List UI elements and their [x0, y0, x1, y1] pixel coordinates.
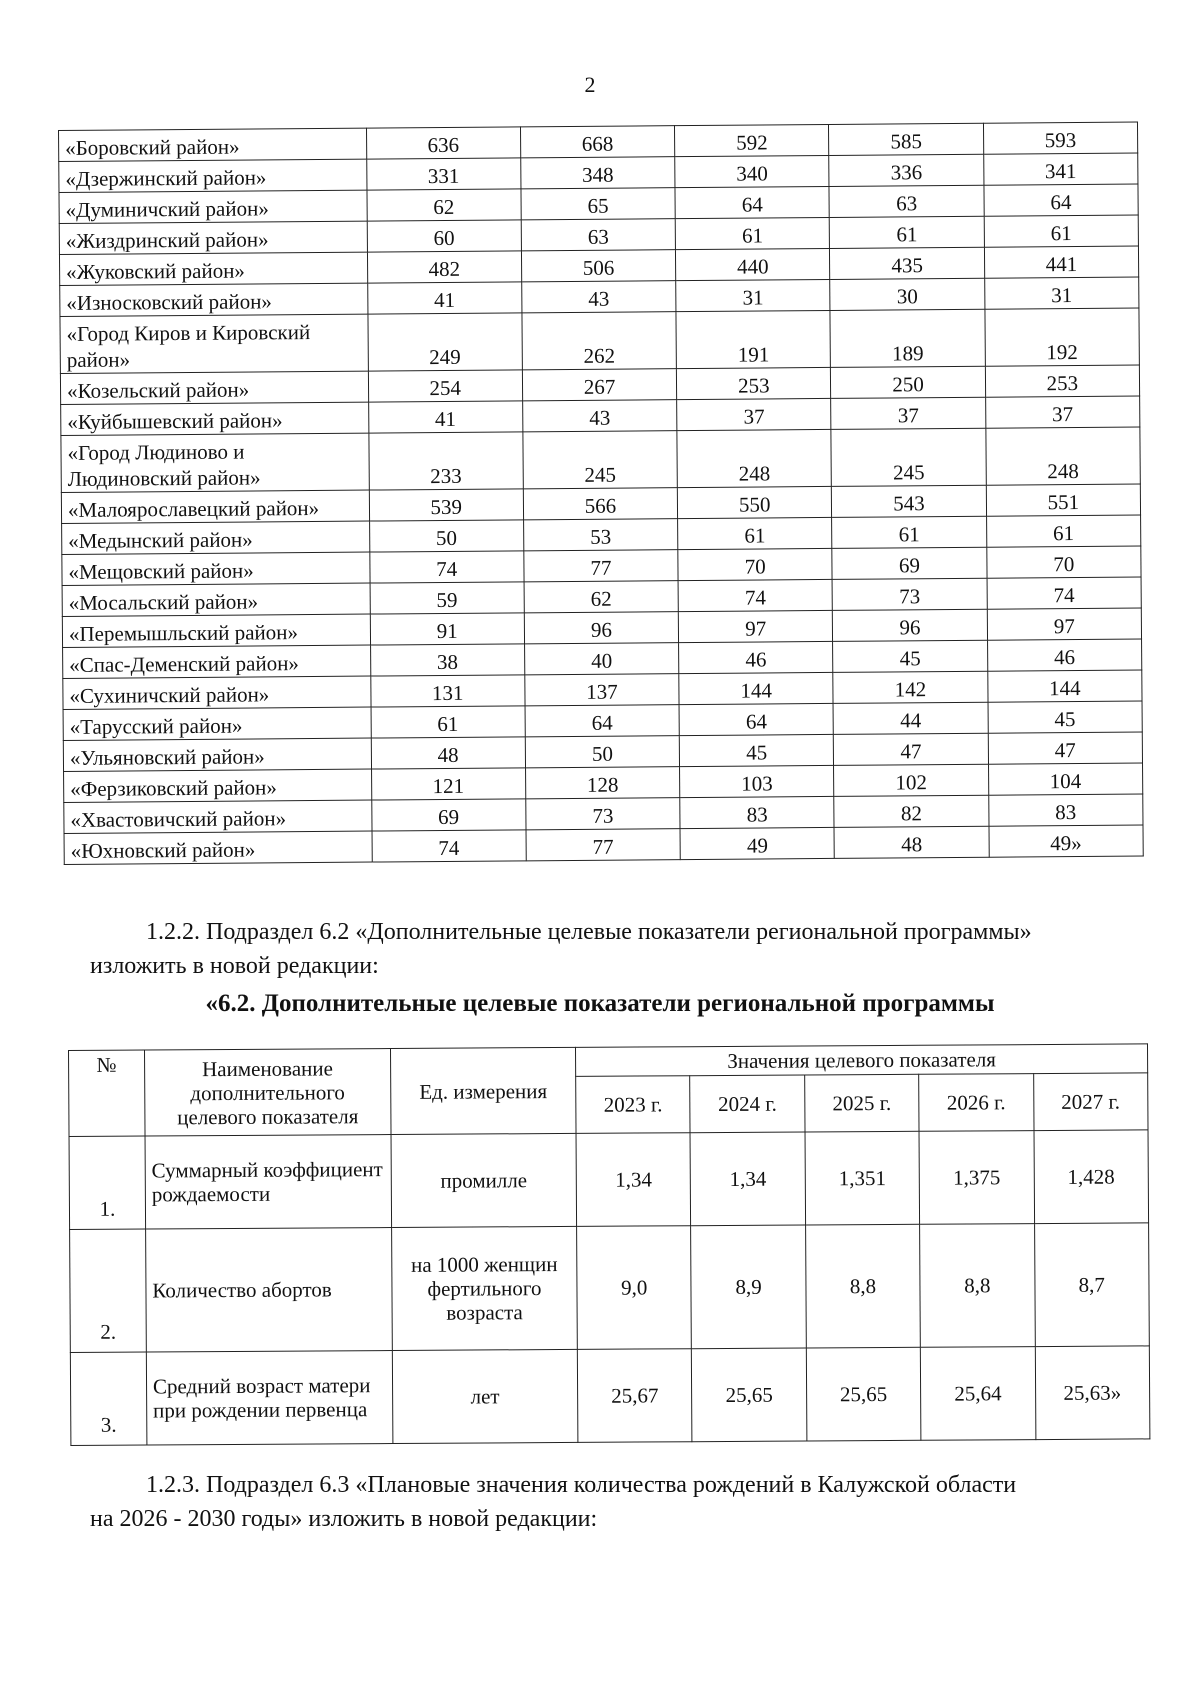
district-value: 253 [677, 367, 832, 399]
header-year: 2027 г. [1033, 1073, 1148, 1131]
table-row [70, 1346, 1150, 1446]
indicator-value: 1,351 [805, 1131, 920, 1225]
district-name: «Боровский район» [59, 128, 367, 161]
district-value: 248 [677, 429, 832, 487]
district-value: 30 [830, 278, 985, 310]
district-value: 64 [679, 703, 834, 735]
district-name: «Юхновский район» [64, 831, 372, 864]
district-value: 543 [832, 485, 987, 517]
page-number: 2 [584, 72, 596, 97]
district-value: 128 [525, 767, 680, 799]
table-row [60, 308, 1139, 373]
indicator-unit: на 1000 женщин фертильного возраста [391, 1226, 577, 1350]
district-value: 593 [983, 122, 1138, 154]
district-value: 62 [367, 189, 522, 221]
district-value: 74 [987, 577, 1142, 609]
district-value: 267 [522, 369, 677, 401]
district-value: 49 [680, 827, 835, 859]
district-value: 45 [679, 734, 834, 766]
district-value: 48 [834, 826, 989, 858]
district-value: 137 [525, 674, 680, 706]
indicator-name: Количество абортов [146, 1228, 393, 1353]
district-value: 82 [834, 795, 989, 827]
district-name: «Жиздринский район» [59, 221, 367, 254]
indicator-value: 1,375 [919, 1131, 1034, 1225]
district-value: 61 [675, 217, 830, 249]
district-value: 59 [370, 582, 525, 614]
indicator-value: 8,7 [1034, 1223, 1149, 1347]
district-value: 63 [521, 219, 676, 251]
district-value: 248 [986, 427, 1141, 485]
indicator-name: Суммарный коэффициент рождаемости [145, 1135, 392, 1230]
district-value: 592 [675, 124, 830, 156]
indicator-value: 25,64 [921, 1347, 1036, 1441]
district-name: «Медынский район» [62, 521, 370, 554]
indicator-name: Средний возраст матери при рождении первенца [146, 1351, 393, 1446]
district-value: 69 [832, 547, 987, 579]
district-name: «Козельский район» [60, 371, 368, 404]
district-value: 45 [833, 640, 988, 672]
district-value: 47 [834, 733, 989, 765]
district-name: «Думиничский район» [59, 190, 367, 223]
district-value: 61 [984, 215, 1139, 247]
district-value: 46 [679, 641, 834, 673]
district-value: 45 [988, 701, 1143, 733]
district-value: 48 [371, 737, 526, 769]
indicator-num: 3. [70, 1352, 146, 1445]
district-value: 144 [987, 670, 1142, 702]
indicator-num: 1. [69, 1136, 145, 1229]
district-value: 43 [522, 281, 677, 313]
indicator-num: 2. [70, 1229, 147, 1352]
district-value: 566 [523, 488, 678, 520]
district-value: 65 [521, 188, 676, 220]
district-value: 61 [371, 706, 526, 738]
indicator-value: 25,63» [1035, 1346, 1150, 1440]
table-row [69, 1130, 1149, 1230]
district-value: 60 [367, 220, 522, 252]
district-value: 31 [676, 279, 831, 311]
district-value: 41 [368, 401, 523, 433]
district-value: 62 [524, 581, 679, 613]
district-value: 31 [984, 277, 1139, 309]
district-value: 336 [829, 154, 984, 186]
header-unit: Ед. измерения [390, 1047, 576, 1134]
district-value: 104 [988, 763, 1143, 795]
district-value: 441 [984, 246, 1139, 278]
indicator-unit: промилле [391, 1133, 577, 1227]
district-value: 96 [833, 609, 988, 641]
district-value: 340 [675, 155, 830, 187]
district-name: «Хвастовичский район» [64, 800, 372, 833]
district-value: 539 [369, 489, 524, 521]
district-value: 121 [371, 768, 526, 800]
district-value: 341 [983, 153, 1138, 185]
district-value: 46 [987, 639, 1142, 671]
district-value: 192 [985, 308, 1140, 366]
district-name: «Город Киров и Кировский район» [60, 314, 368, 373]
paragraph-1-2-2-line2: изложить в новой редакции: [90, 953, 379, 979]
district-value: 144 [679, 672, 834, 704]
paragraph-1-2-3-line2: на 2026 - 2030 годы» изложить в новой редакции: [90, 1506, 598, 1532]
district-value: 191 [676, 310, 831, 368]
district-value: 245 [831, 428, 986, 486]
district-value: 83 [988, 794, 1143, 826]
district-name: «Жуковский район» [59, 252, 367, 285]
district-value: 482 [367, 251, 522, 283]
indicator-value: 1,34 [576, 1133, 691, 1227]
indicators-table [68, 1043, 1150, 1446]
indicator-value: 8,8 [805, 1224, 920, 1348]
header-year: 2026 г. [919, 1074, 1034, 1132]
district-name: «Ульяновский район» [63, 738, 371, 771]
district-name: «Дзержинский район» [59, 159, 367, 192]
district-value: 64 [675, 186, 830, 218]
district-value: 96 [524, 612, 679, 644]
district-value: 550 [677, 486, 832, 518]
district-name: «Куйбышевский район» [61, 402, 369, 435]
district-value: 103 [680, 765, 835, 797]
indicator-value: 1,34 [690, 1132, 805, 1226]
district-value: 636 [366, 127, 521, 159]
district-name: «Сухиничский район» [63, 676, 371, 709]
district-value: 131 [370, 675, 525, 707]
district-value: 61 [986, 515, 1141, 547]
district-value: 254 [368, 370, 523, 402]
district-value: 61 [678, 517, 833, 549]
district-value: 37 [677, 398, 832, 430]
district-value: 77 [524, 550, 679, 582]
district-value: 64 [525, 705, 680, 737]
header-num: № [69, 1050, 145, 1136]
district-value: 69 [371, 799, 526, 831]
district-value: 551 [986, 484, 1141, 516]
district-value: 249 [368, 313, 523, 371]
district-value: 97 [987, 608, 1142, 640]
district-value: 37 [831, 397, 986, 429]
district-value: 74 [678, 579, 833, 611]
district-name: «Мещовский район» [62, 552, 370, 585]
district-name: «Ферзиковский район» [64, 769, 372, 802]
header-year: 2024 г. [690, 1075, 805, 1133]
indicator-value: 8,9 [691, 1225, 806, 1349]
district-name: «Спас-Деменский район» [63, 645, 371, 678]
district-value: 41 [367, 282, 522, 314]
district-value: 61 [832, 516, 987, 548]
indicator-value: 9,0 [577, 1226, 692, 1350]
district-name: «Износковский район» [60, 283, 368, 316]
header-values-group: Значения целевого показателя [576, 1044, 1148, 1076]
district-value: 63 [829, 185, 984, 217]
indicator-value: 8,8 [920, 1224, 1035, 1348]
district-value: 43 [522, 400, 677, 432]
district-value: 585 [829, 123, 984, 155]
district-value: 70 [678, 548, 833, 580]
district-value: 74 [369, 551, 524, 583]
district-value: 506 [521, 250, 676, 282]
district-value: 64 [984, 184, 1139, 216]
district-value: 253 [985, 365, 1140, 397]
district-value: 61 [830, 216, 985, 248]
district-value: 74 [372, 830, 527, 862]
district-value: 262 [522, 312, 677, 370]
header-year: 2023 г. [576, 1076, 691, 1134]
districts-table [58, 122, 1144, 865]
district-value: 233 [368, 432, 523, 490]
header-year: 2025 г. [804, 1074, 919, 1132]
district-value: 102 [834, 764, 989, 796]
district-name: «Перемышльский район» [62, 614, 370, 647]
district-value: 50 [369, 520, 524, 552]
district-name: «Город Людиново и Людиновский район» [61, 433, 369, 492]
district-name: «Мосальский район» [62, 583, 370, 616]
district-value: 435 [830, 247, 985, 279]
district-name: «Малоярославецкий район» [61, 490, 369, 523]
paragraph-1-2-3-line1: 1.2.3. Подраздел 6.3 «Плановые значения количества рождений в Калужской области [146, 1472, 1017, 1498]
paragraph-1-2-3 [90, 1468, 1150, 1536]
paragraph-1-2-2-line1: 1.2.2. Подраздел 6.2 «Дополнительные целевые показатели региональной программы» [146, 919, 1032, 945]
paragraph-1-2-2 [90, 915, 1130, 983]
district-value: 47 [988, 732, 1143, 764]
district-value: 70 [986, 546, 1141, 578]
district-value: 668 [520, 126, 675, 158]
district-value: 50 [525, 736, 680, 768]
indicator-value: 25,67 [577, 1349, 692, 1443]
district-value: 91 [370, 613, 525, 645]
district-value: 331 [366, 158, 521, 190]
table-row [61, 427, 1140, 492]
district-value: 348 [521, 157, 676, 189]
district-value: 83 [680, 796, 835, 828]
district-value: 49» [989, 825, 1144, 857]
section-heading: «6.2. Дополнительные целевые показатели региональной программы [205, 990, 995, 1017]
district-value: 40 [524, 643, 679, 675]
district-value: 142 [833, 671, 988, 703]
district-value: 250 [831, 366, 986, 398]
district-value: 97 [678, 610, 833, 642]
district-value: 73 [526, 798, 681, 830]
indicator-value: 25,65 [806, 1347, 921, 1441]
district-value: 37 [985, 396, 1140, 428]
district-value: 53 [523, 519, 678, 551]
indicator-unit: лет [392, 1349, 578, 1443]
district-value: 44 [833, 702, 988, 734]
district-value: 189 [830, 309, 985, 367]
header-name: Наименование дополнительного целевого показателя [144, 1049, 390, 1137]
district-value: 38 [370, 644, 525, 676]
indicator-value: 1,428 [1034, 1130, 1149, 1224]
district-value: 245 [523, 431, 678, 489]
district-value: 77 [526, 829, 681, 861]
district-value: 440 [676, 248, 831, 280]
indicator-value: 25,65 [692, 1348, 807, 1442]
district-name: «Тарусский район» [63, 707, 371, 740]
district-value: 73 [832, 578, 987, 610]
table-row [70, 1223, 1150, 1353]
